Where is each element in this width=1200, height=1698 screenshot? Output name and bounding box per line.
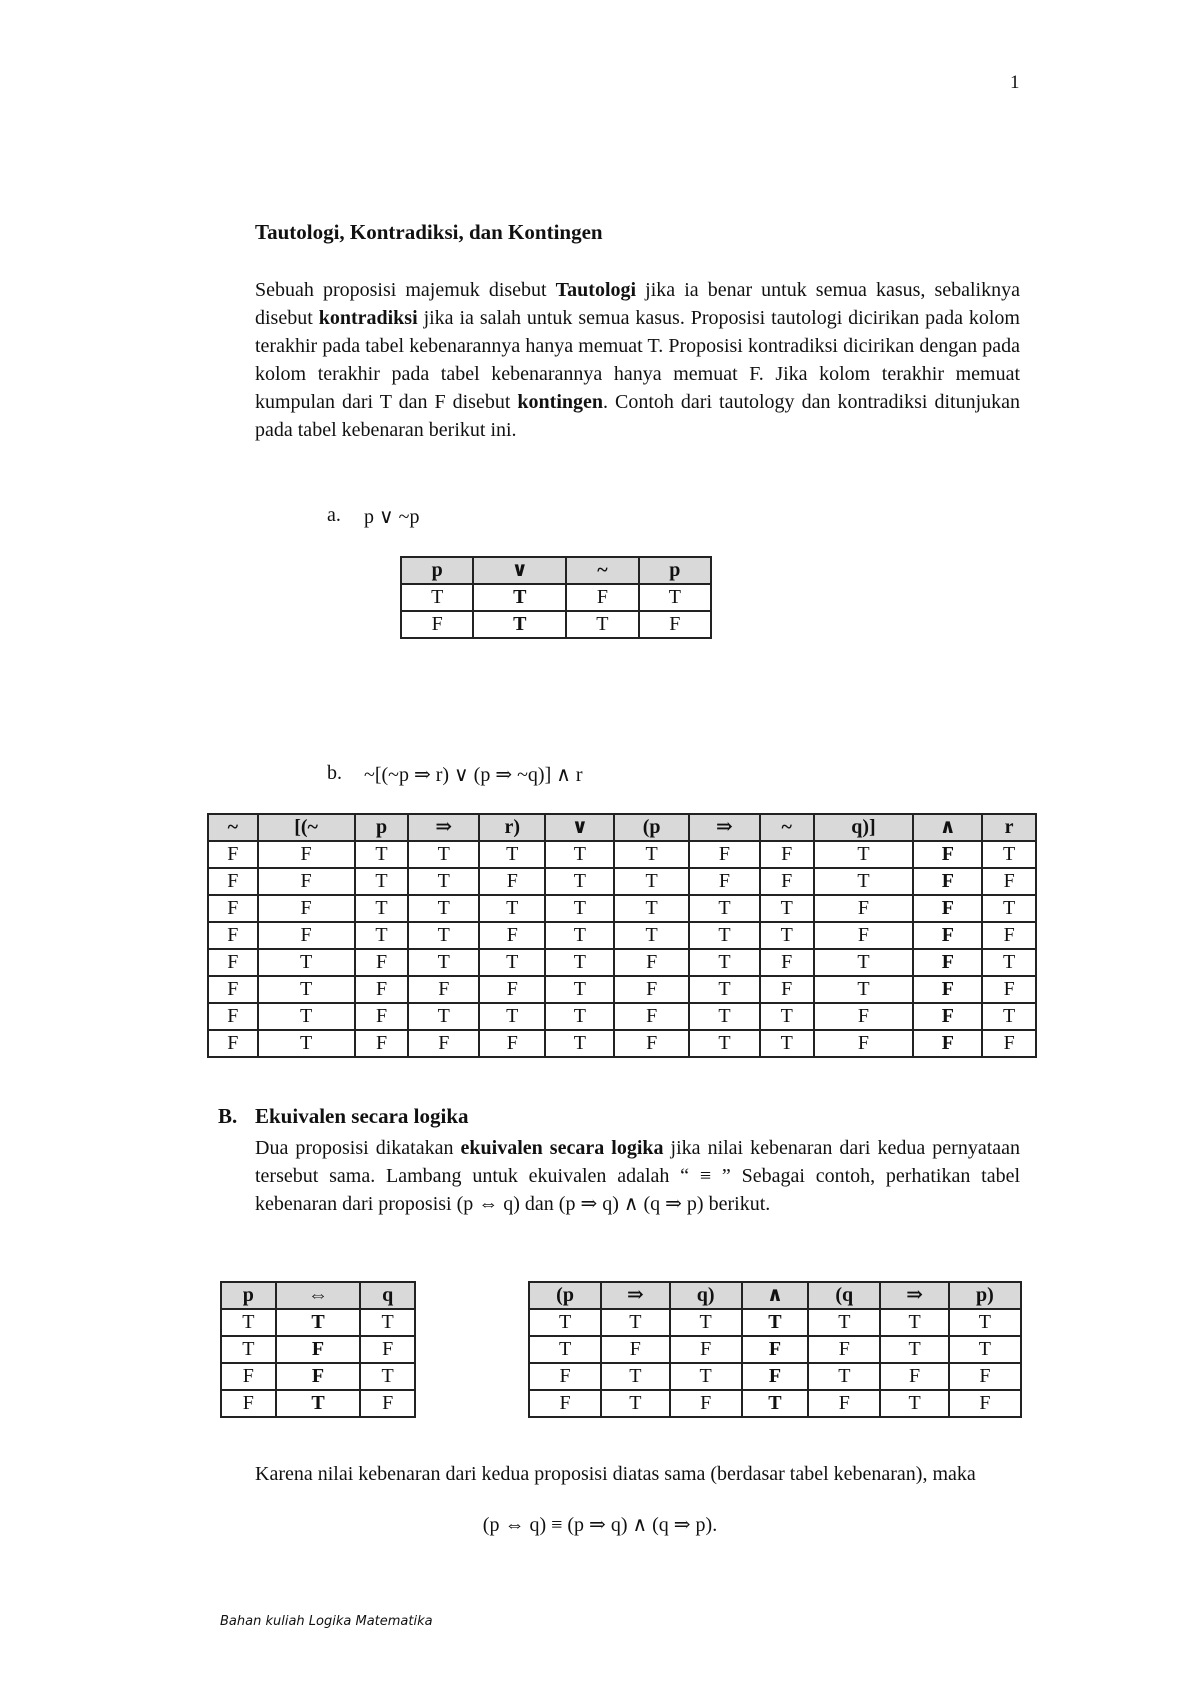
table-row: [221, 1390, 415, 1417]
table-cell: F: [808, 1336, 880, 1363]
table-cell: T: [401, 584, 473, 611]
table-cell: T: [760, 1030, 814, 1057]
table-header-cell: [(~: [258, 814, 355, 841]
table-cell: T: [529, 1309, 601, 1336]
table-header-row: [208, 814, 1036, 841]
table-cell: F: [276, 1336, 361, 1363]
table-cell: F: [814, 1003, 914, 1030]
table-cell: T: [614, 868, 689, 895]
intro-bold-tautologi: Tautologi: [555, 279, 637, 301]
table-cell: F: [479, 1030, 545, 1057]
table-row: [529, 1363, 1021, 1390]
table-cell: F: [401, 611, 473, 638]
table-header-cell: p: [639, 557, 711, 584]
table-cell: F: [913, 868, 982, 895]
table-cell: T: [529, 1336, 601, 1363]
table-cell: T: [258, 1003, 355, 1030]
section-b-paragraph: [255, 1134, 1020, 1218]
intro-text-3: jika ia salah untuk semua kasus. Proposisi tautologi dicirikan pada kolom terakhir pada tabel kebenarannya hanya memuat T. Proposisi kontradiksi dicirikan dengan pada kolom terakhir pada tabel kebenarannya hanya memuat F. Jika kolom terakhir memuat kumpulan dari T dan F disebut: [255, 307, 1020, 413]
table-cell: T: [408, 922, 479, 949]
table-cell: T: [479, 949, 545, 976]
table-cell: F: [258, 868, 355, 895]
table-cell: F: [982, 1030, 1036, 1057]
table-cell: F: [258, 841, 355, 868]
table-cell: F: [913, 1003, 982, 1030]
table-cell: T: [601, 1390, 669, 1417]
table-cell: F: [276, 1363, 361, 1390]
table-cell: T: [545, 1003, 614, 1030]
table-cell: T: [814, 841, 914, 868]
table-cell: F: [760, 868, 814, 895]
table-header-cell: ⇔: [276, 1282, 361, 1309]
table-cell: T: [408, 1003, 479, 1030]
table-row: [401, 611, 711, 638]
truth-table-conjunction: [528, 1281, 1022, 1418]
table-cell: T: [408, 949, 479, 976]
intro-text-1: Sebuah proposisi majemuk disebut: [255, 279, 556, 301]
table-cell: T: [760, 895, 814, 922]
intro-text-4: . Contoh dari tautology dan kontradiksi ditunjukan pada tabel kebenaran berikut ini.: [255, 391, 1020, 441]
table-cell: T: [814, 976, 914, 1003]
section-b-bold-term: ekuivalen secara logika: [460, 1137, 664, 1159]
table-cell: T: [814, 949, 914, 976]
table-cell: F: [639, 611, 711, 638]
table-cell: F: [355, 1030, 409, 1057]
table-cell: T: [545, 949, 614, 976]
table-cell: T: [473, 611, 566, 638]
table-header-cell: ⇒: [408, 814, 479, 841]
table-cell: T: [479, 895, 545, 922]
table-cell: F: [208, 841, 258, 868]
table-cell: F: [614, 1003, 689, 1030]
table-cell: F: [479, 868, 545, 895]
table-cell: F: [982, 976, 1036, 1003]
table-row: [221, 1336, 415, 1363]
table-cell: T: [545, 922, 614, 949]
table-cell: T: [808, 1309, 880, 1336]
table-header-cell: p: [355, 814, 409, 841]
table-cell: F: [208, 976, 258, 1003]
table-cell: T: [355, 922, 409, 949]
table-cell: F: [208, 868, 258, 895]
table-cell: F: [208, 1030, 258, 1057]
table-header-cell: r): [479, 814, 545, 841]
table-header-cell: ⇒: [880, 1282, 948, 1309]
section-title: Tautologi, Kontradiksi, dan Kontingen: [255, 220, 603, 244]
table-cell: F: [982, 868, 1036, 895]
truth-table-b: [207, 813, 1037, 1058]
table-cell: F: [408, 976, 479, 1003]
table-cell: F: [670, 1390, 742, 1417]
table-cell: T: [545, 895, 614, 922]
table-cell: T: [742, 1309, 809, 1336]
table-cell: T: [601, 1363, 669, 1390]
table-cell: T: [355, 868, 409, 895]
table-row: [529, 1336, 1021, 1363]
table-cell: F: [529, 1363, 601, 1390]
table-cell: F: [208, 949, 258, 976]
table-cell: F: [913, 1030, 982, 1057]
table-cell: T: [614, 895, 689, 922]
table-cell: F: [355, 949, 409, 976]
table-cell: T: [545, 976, 614, 1003]
table-cell: F: [814, 1030, 914, 1057]
table-cell: F: [355, 1003, 409, 1030]
table-header-cell: p: [401, 557, 473, 584]
intro-paragraph: [255, 276, 1020, 444]
table-cell: T: [670, 1363, 742, 1390]
table-row: [208, 976, 1036, 1003]
table-row: [208, 1030, 1036, 1057]
table-cell: T: [760, 1003, 814, 1030]
table-row: [529, 1390, 1021, 1417]
table-cell: F: [614, 976, 689, 1003]
table-cell: T: [545, 1030, 614, 1057]
table-header-cell: ~: [566, 557, 638, 584]
table-cell: T: [689, 922, 760, 949]
table-cell: T: [545, 868, 614, 895]
table-header-row: [529, 1282, 1021, 1309]
table-cell: T: [982, 841, 1036, 868]
table-cell: T: [601, 1309, 669, 1336]
table-cell: T: [258, 949, 355, 976]
truth-table-biconditional: [220, 1281, 416, 1418]
section-b-text-1: Dua proposisi dikatakan: [255, 1137, 461, 1159]
table-cell: F: [814, 922, 914, 949]
table-cell: F: [880, 1363, 948, 1390]
table-cell: F: [814, 895, 914, 922]
table-cell: T: [258, 976, 355, 1003]
table-header-cell: r: [982, 814, 1036, 841]
table-cell: T: [689, 976, 760, 1003]
table-cell: F: [808, 1390, 880, 1417]
table-row: [208, 922, 1036, 949]
table-row: [208, 1003, 1036, 1030]
table-cell: T: [982, 949, 1036, 976]
table-cell: F: [913, 841, 982, 868]
example-b-label: b.: [327, 762, 342, 784]
table-header-cell: ⇒: [601, 1282, 669, 1309]
table-cell: T: [614, 922, 689, 949]
conclusion-paragraph: Karena nilai kebenaran dari kedua proposisi diatas sama (berdasar tabel kebenaran), maka: [255, 1463, 976, 1485]
table-cell: F: [913, 895, 982, 922]
table-cell: T: [355, 841, 409, 868]
table-cell: F: [913, 976, 982, 1003]
table-header-cell: q): [670, 1282, 742, 1309]
table-header-cell: ∧: [742, 1282, 809, 1309]
table-cell: F: [760, 976, 814, 1003]
table-header-cell: ⇒: [689, 814, 760, 841]
table-cell: T: [982, 895, 1036, 922]
table-cell: T: [355, 895, 409, 922]
table-cell: F: [258, 895, 355, 922]
table-cell: F: [949, 1363, 1021, 1390]
table-row: [208, 868, 1036, 895]
table-cell: T: [808, 1363, 880, 1390]
table-header-cell: ∨: [545, 814, 614, 841]
table-cell: F: [208, 1003, 258, 1030]
table-cell: F: [742, 1363, 809, 1390]
table-cell: F: [408, 1030, 479, 1057]
table-cell: T: [545, 841, 614, 868]
truth-table-a: [400, 556, 712, 639]
table-cell: T: [670, 1309, 742, 1336]
table-header-cell: ∧: [913, 814, 982, 841]
table-cell: F: [208, 895, 258, 922]
table-header-cell: ∨: [473, 557, 566, 584]
table-header-cell: (p: [614, 814, 689, 841]
table-cell: F: [760, 841, 814, 868]
table-cell: T: [276, 1309, 361, 1336]
table-cell: F: [742, 1336, 809, 1363]
table-cell: T: [479, 841, 545, 868]
table-cell: T: [982, 1003, 1036, 1030]
table-cell: T: [814, 868, 914, 895]
table-cell: T: [221, 1309, 276, 1336]
table-cell: T: [566, 611, 638, 638]
table-row: [221, 1363, 415, 1390]
table-cell: T: [880, 1390, 948, 1417]
table-cell: T: [639, 584, 711, 611]
table-cell: T: [258, 1030, 355, 1057]
table-cell: F: [360, 1390, 415, 1417]
example-a-formula: p ∨ ~p: [364, 506, 420, 528]
table-row: [221, 1309, 415, 1336]
table-cell: T: [360, 1309, 415, 1336]
table-header-cell: ~: [760, 814, 814, 841]
intro-bold-kontingen: kontingen: [517, 391, 603, 413]
table-cell: T: [408, 841, 479, 868]
table-cell: F: [258, 922, 355, 949]
table-cell: F: [913, 922, 982, 949]
table-cell: F: [670, 1336, 742, 1363]
table-cell: F: [355, 976, 409, 1003]
table-cell: T: [276, 1390, 361, 1417]
table-cell: T: [742, 1390, 809, 1417]
table-cell: F: [689, 868, 760, 895]
table-header-cell: ~: [208, 814, 258, 841]
table-cell: F: [601, 1336, 669, 1363]
table-header-cell: q)]: [814, 814, 914, 841]
table-cell: F: [982, 922, 1036, 949]
table-cell: F: [479, 976, 545, 1003]
table-header-cell: p: [221, 1282, 276, 1309]
conclusion-formula: (p ⇔ q) ≡ (p ⇒ q) ∧ (q ⇒ p).: [482, 1514, 718, 1536]
table-cell: T: [689, 1003, 760, 1030]
table-cell: T: [479, 1003, 545, 1030]
section-b-title: Ekuivalen secara logika: [255, 1104, 469, 1128]
table-cell: T: [760, 922, 814, 949]
table-row: [208, 895, 1036, 922]
table-cell: T: [221, 1336, 276, 1363]
table-cell: T: [880, 1309, 948, 1336]
page-number: 1: [1010, 72, 1020, 93]
table-cell: F: [566, 584, 638, 611]
table-cell: T: [614, 841, 689, 868]
table-cell: F: [529, 1390, 601, 1417]
intro-bold-kontradiksi: kontradiksi: [318, 307, 418, 329]
table-cell: F: [221, 1390, 276, 1417]
table-cell: T: [689, 895, 760, 922]
table-header-cell: p): [949, 1282, 1021, 1309]
table-cell: F: [760, 949, 814, 976]
table-cell: T: [880, 1336, 948, 1363]
table-header-row: [221, 1282, 415, 1309]
table-cell: F: [614, 1030, 689, 1057]
table-header-row: [401, 557, 711, 584]
table-cell: F: [689, 841, 760, 868]
example-a-label: a.: [327, 504, 341, 526]
table-header-cell: q: [360, 1282, 415, 1309]
table-row: [529, 1309, 1021, 1336]
section-b-text-2: jika nilai kebenaran dari kedua pernyataan tersebut sama. Lambang untuk ekuivalen adalah “ ≡ ” Sebagai contoh, perhatikan tabel kebenaran dari proposisi (p ⇔ q) dan (p ⇒ q) ∧ (q ⇒ p) berikut.: [255, 1137, 1021, 1215]
section-b-letter: B.: [218, 1104, 238, 1128]
table-cell: T: [473, 584, 566, 611]
table-row: [208, 949, 1036, 976]
table-cell: F: [913, 949, 982, 976]
table-cell: F: [360, 1336, 415, 1363]
table-cell: F: [221, 1363, 276, 1390]
table-row: [401, 584, 711, 611]
footer-text: Bahan kuliah Logika Matematika: [220, 1614, 433, 1629]
table-cell: T: [408, 868, 479, 895]
table-cell: T: [689, 949, 760, 976]
example-b-formula: ~[(~p ⇒ r) ∨ (p ⇒ ~q)] ∧ r: [364, 764, 583, 786]
table-cell: T: [949, 1309, 1021, 1336]
table-header-cell: (q: [808, 1282, 880, 1309]
table-header-cell: (p: [529, 1282, 601, 1309]
table-cell: F: [614, 949, 689, 976]
table-cell: T: [949, 1336, 1021, 1363]
table-cell: T: [689, 1030, 760, 1057]
table-row: [208, 841, 1036, 868]
table-cell: F: [949, 1390, 1021, 1417]
table-cell: T: [408, 895, 479, 922]
table-cell: T: [360, 1363, 415, 1390]
table-cell: F: [208, 922, 258, 949]
table-cell: F: [479, 922, 545, 949]
intro-text-2: jika ia benar untuk semua kasus, sebaliknya disebut: [255, 279, 1020, 329]
